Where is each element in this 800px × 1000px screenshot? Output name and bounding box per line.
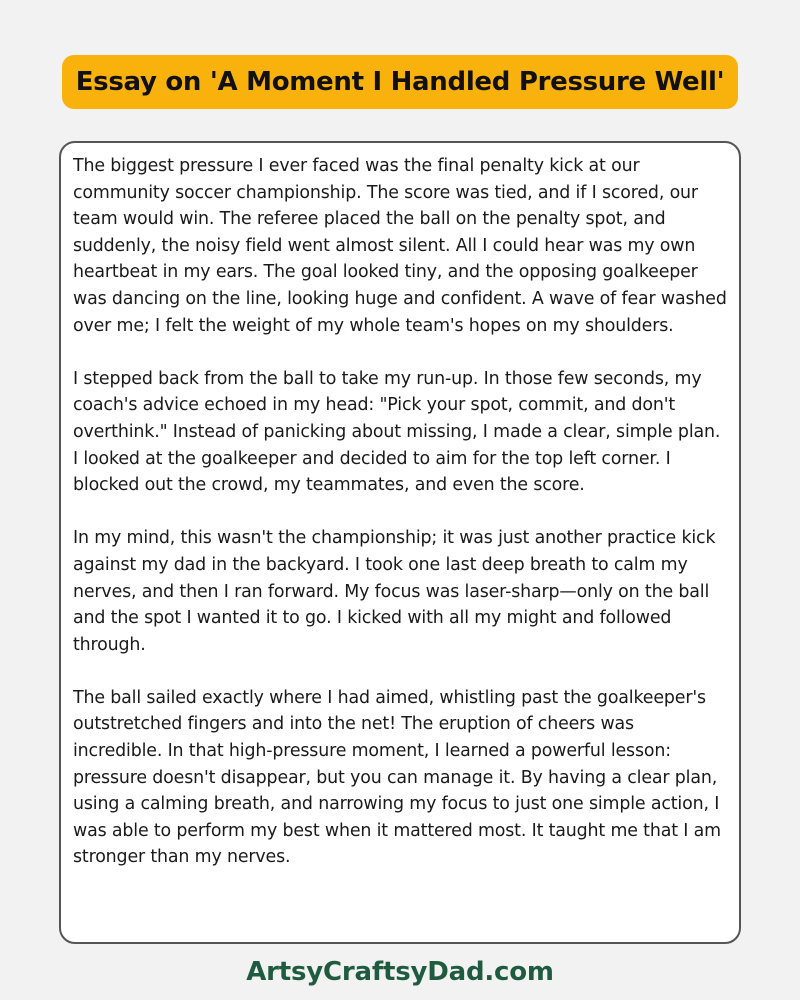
- essay-paragraph-4: The ball sailed exactly where I had aimed, whistling past the goalkeeper's outstretched fingers and into the net! The eruption of cheers was incredible. In that high-pressure moment, I learned a powerful lesson: pressure doesn't disappear, but you can manage it. By having a clear plan, using a calming breath, and narrowing my focus to just one simple action, I was able to perform my best when it mattered most. It taught me that I am stronger than my nerves.: [73, 687, 721, 868]
- essay-paragraph-1: The biggest pressure I ever faced was the final penalty kick at our community soccer championship. The score was tied, and if I scored, our team would win. The referee placed the ball on the penalty spot, and suddenly, the noisy field went almost silent. All I could hear was my own heartbeat in my ears. The goal looked tiny, and the opposing goalkeeper was dancing on the line, looking huge and confident. A wave of fear washed over me; I felt the weight of my whole team's hopes on my shoulders.: [73, 156, 727, 336]
- page-title: Essay on 'A Moment I Handled Pressure Well': [75, 67, 725, 97]
- essay-box: [59, 141, 741, 944]
- essay-paragraph-3: In my mind, this wasn't the championship; it was just another practice kick against my dad in the backyard. I took one last deep breath to calm my nerves, and then I ran forward. My focus was laser-sharp—only on the ball and the spot I wanted it to go. I kicked with all my might and followed through.: [73, 528, 716, 655]
- essay-paragraph-2: I stepped back from the ball to take my run-up. In those few seconds, my coach's advice echoed in my head: "Pick your spot, commit, and don't overthink." Instead of panicking about missing, I made a clear, simple plan. I looked at the goalkeeper and decided to aim for the top left corner. I blocked out the crowd, my teammates, and even the score.: [73, 368, 721, 496]
- footer-brand: ArtsyCraftsyDad.com: [246, 957, 554, 987]
- title-banner: [62, 55, 738, 109]
